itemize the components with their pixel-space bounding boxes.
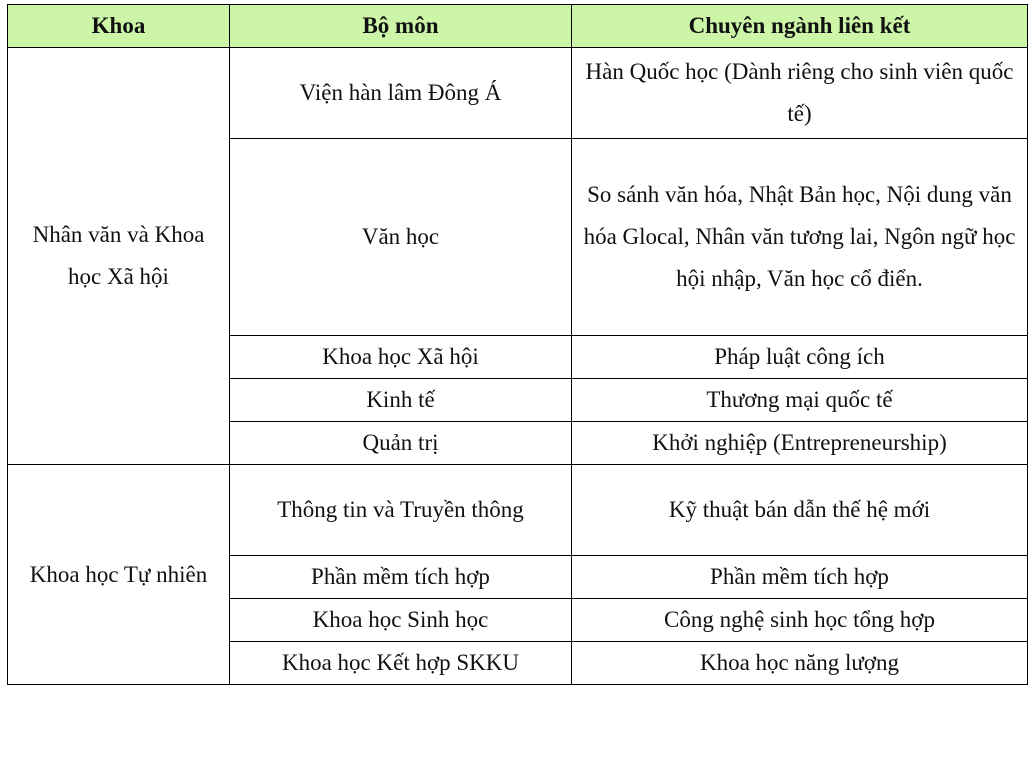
major-cell: Pháp luật công ích [572,336,1028,379]
major-cell: Phần mềm tích hợp [572,556,1028,599]
header-department: Bộ môn [230,5,572,48]
major-cell: Khởi nghiệp (Entrepreneurship) [572,422,1028,465]
department-cell: Văn học [230,139,572,336]
department-cell: Phần mềm tích hợp [230,556,572,599]
faculty-cell: Nhân văn và Khoa học Xã hội [8,48,230,465]
majors-table [7,4,1028,685]
majors-table-container [7,4,1027,685]
department-cell: Thông tin và Truyền thông [230,465,572,556]
department-cell: Kinh tế [230,379,572,422]
department-cell: Khoa học Xã hội [230,336,572,379]
major-cell: Kỹ thuật bán dẫn thế hệ mới [572,465,1028,556]
department-cell: Khoa học Sinh học [230,599,572,642]
table-header-row [8,5,1028,48]
major-cell: Khoa học năng lượng [572,642,1028,685]
department-cell: Viện hàn lâm Đông Á [230,48,572,139]
major-cell: Hàn Quốc học (Dành riêng cho sinh viên quốc tế) [572,48,1028,139]
major-cell: So sánh văn hóa, Nhật Bản học, Nội dung văn hóa Glocal, Nhân văn tương lai, Ngôn ngữ học hội nhập, Văn học cổ điển. [572,139,1028,336]
header-major: Chuyên ngành liên kết [572,5,1028,48]
major-cell: Thương mại quốc tế [572,379,1028,422]
major-cell: Công nghệ sinh học tổng hợp [572,599,1028,642]
header-faculty: Khoa [8,5,230,48]
department-cell: Khoa học Kết hợp SKKU [230,642,572,685]
table-row [8,48,1028,139]
department-cell: Quản trị [230,422,572,465]
faculty-cell: Khoa học Tự nhiên [8,465,230,685]
table-row [8,465,1028,556]
